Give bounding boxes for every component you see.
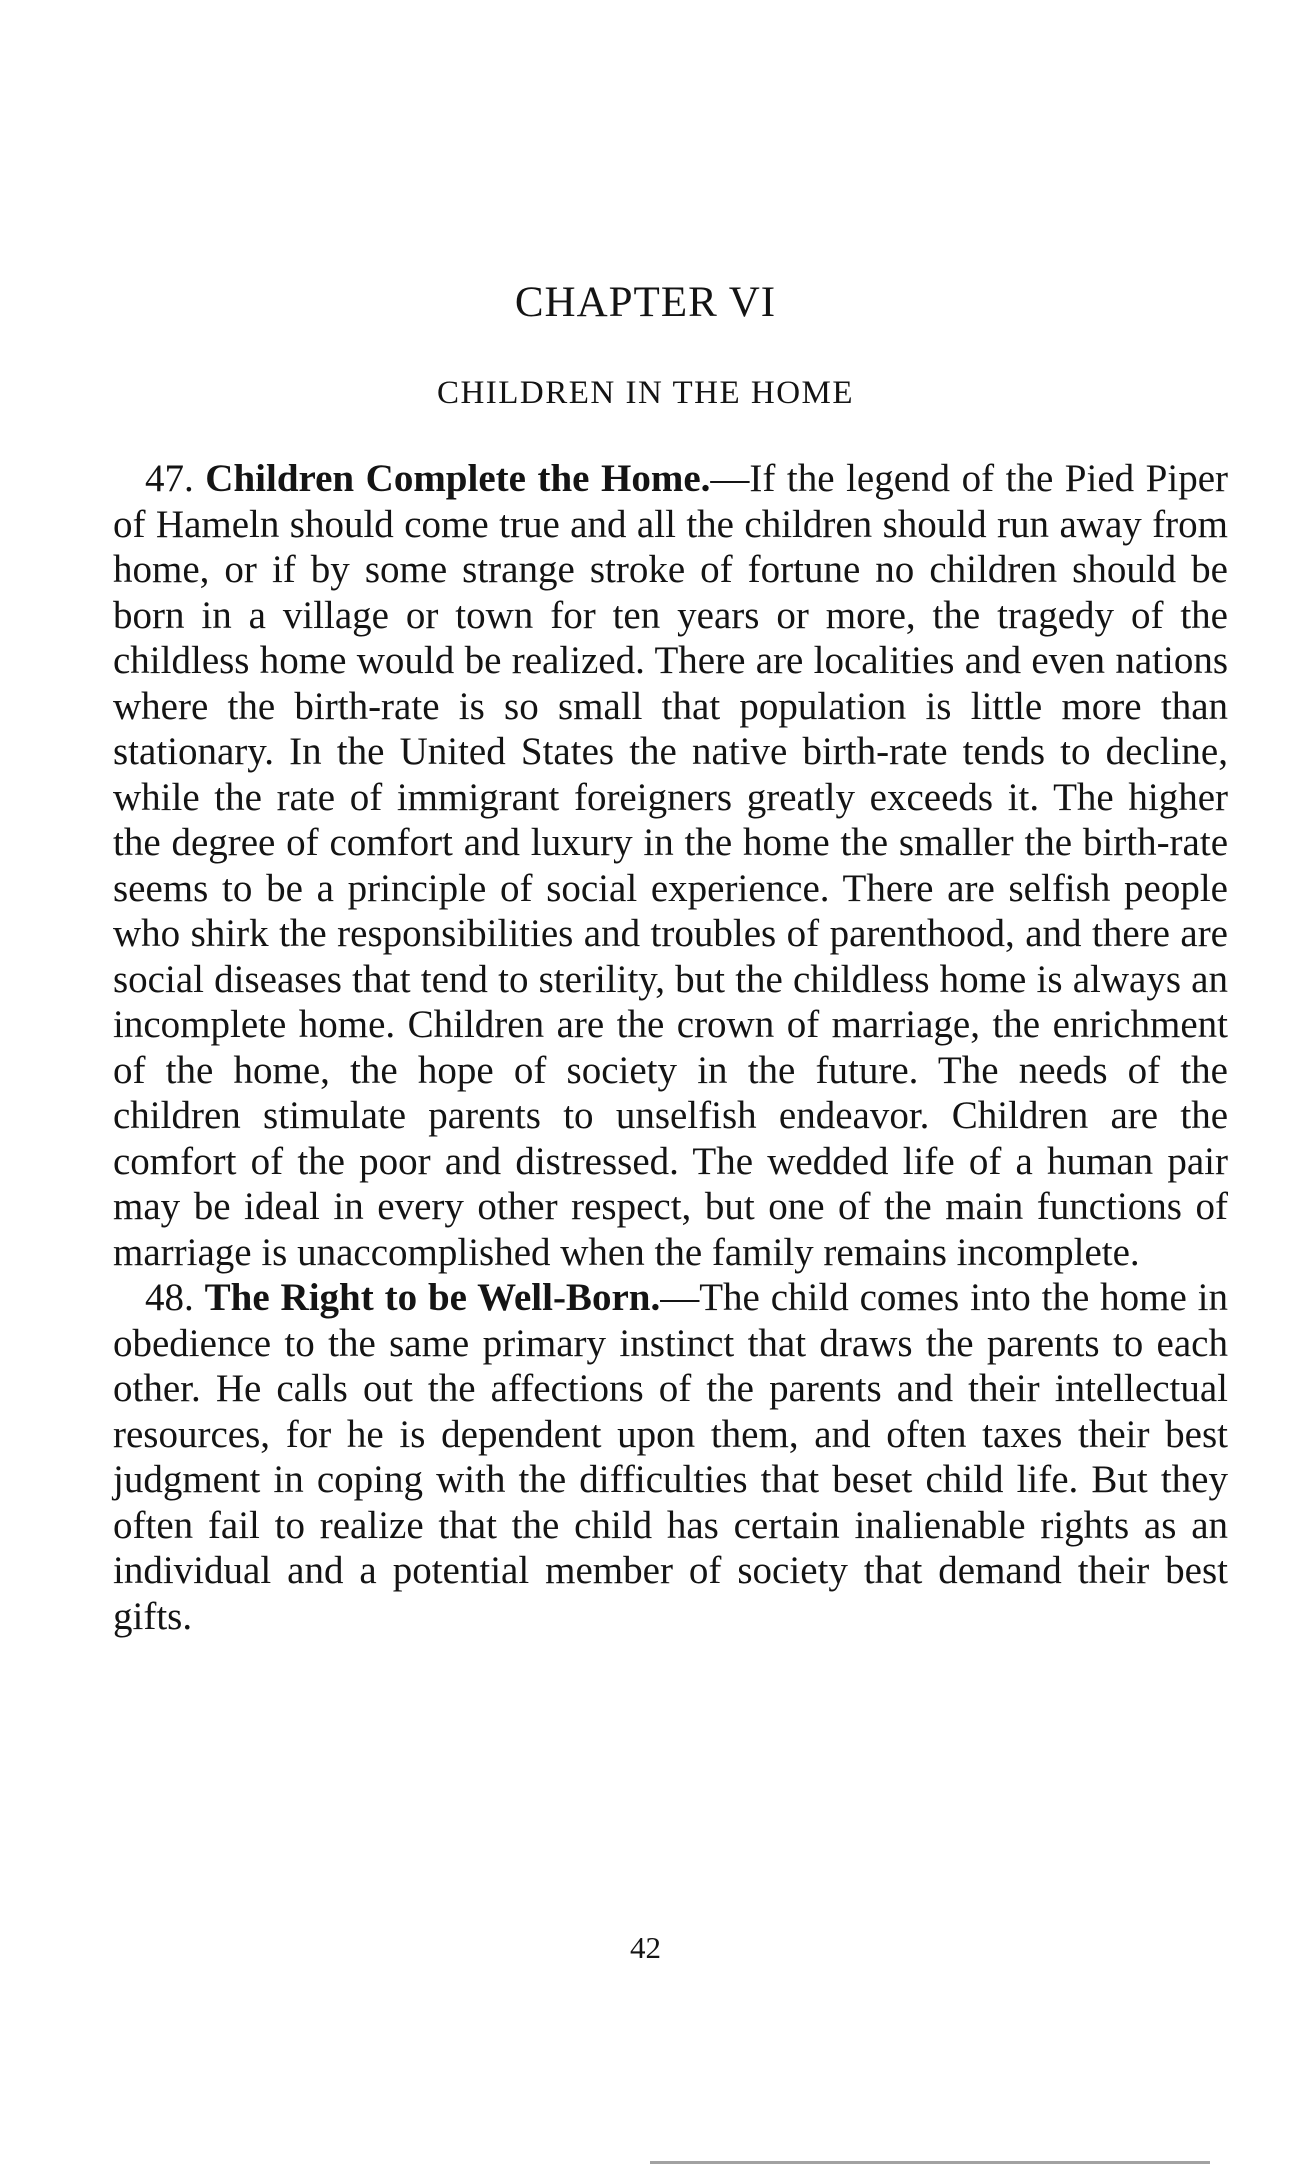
body-text <box>113 456 1228 1639</box>
bottom-edge-rule <box>650 2161 1210 2164</box>
chapter-subtitle: CHILDREN IN THE HOME <box>436 375 855 411</box>
paragraph-text: —If the legend of the Pied Piper of Hameln should come true and all the children should run away from home, or if by some strange stroke of fortune no children should be born in a village or town for ten years or more, the tragedy of the childless home would be realized. There are localities and even nations where the birth-rate is so small that population is little more than stationary. In the United States the native birth-rate tends to decline, while the rate of immigrant foreigners greatly exceeds it. The higher the degree of comfort and luxury in the home the smaller the birth-rate seems to be a principle of social experience. There are selfish people who shirk the responsibilities and troubles of parenthood, and there are social diseases that tend to sterility, but the childless home is always an incomplete home. Children are the crown of marriage, the enrichment of the home, the hope of society in the future. The needs of the children stimulate parents to unselfish endeavor. Children are the comfort of the poor and distressed. The wedded life of a human pair may be ideal in every other respect, but one of the main functions of marriage is unaccomplished when the family remains incomplete. <box>113 457 1228 1274</box>
paragraph-heading: Children Complete the Home. <box>205 457 711 500</box>
paragraph-48 <box>113 1275 1228 1639</box>
paragraph-heading: The Right to be Well-Born. <box>204 1276 661 1319</box>
paragraph-number: 48. <box>145 1276 194 1319</box>
paragraph-text: —The child comes into the home in obedience to the same primary instinct that draws the parents to each other. He calls out the affections of the parents and their intellectual resources, for he is dependent upon them, and often taxes their best judgment in coping with the difficulties that beset child life. But they often fail to realize that the child has certain inalienable rights as an individual and a potential member of society that demand their best gifts. <box>113 1276 1229 1638</box>
paragraph-number: 47. <box>145 457 194 500</box>
page-number: 42 <box>630 1930 661 1965</box>
chapter-title: CHAPTER VI <box>514 279 777 326</box>
paragraph-47 <box>113 456 1228 1275</box>
